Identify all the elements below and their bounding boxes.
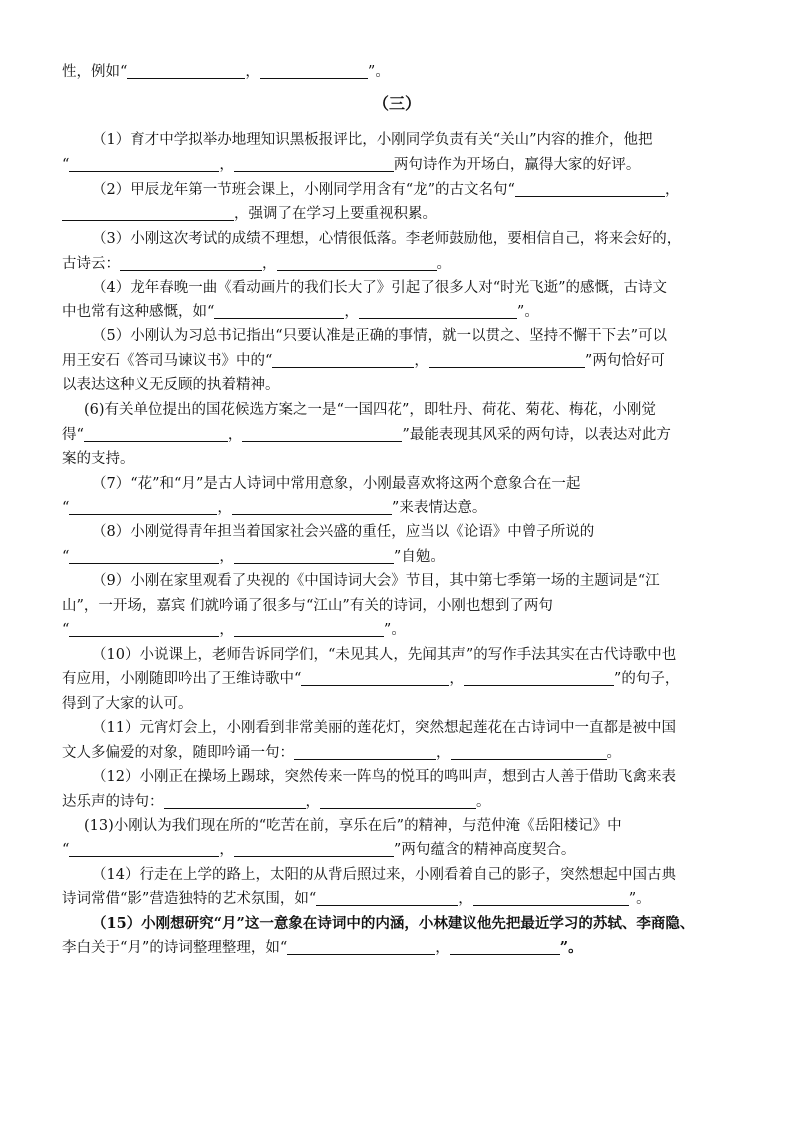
answer-blank[interactable]: [301, 669, 449, 686]
text: ”。: [516, 304, 539, 320]
question-12-line-1: （12）小刚正在操场上踢球，突然传来一阵鸟的悦耳的鸣叫声，想到古人善于借助飞禽来表: [92, 769, 676, 785]
text: ，: [344, 304, 359, 320]
text: ，: [262, 256, 277, 272]
question-15-line-2: [62, 936, 734, 960]
text: ”两句恰好可: [584, 353, 665, 369]
text: 达乐声的诗句：: [62, 794, 164, 810]
text: ，: [435, 940, 450, 956]
question-7-line-2: [62, 496, 734, 520]
answer-blank[interactable]: [316, 889, 458, 906]
question-5-line-1: （5）小刚认为习总书记指出“只要认准是正确的事情，就一以贯之、坚持不懈干下去”可以: [92, 328, 668, 344]
answer-blank[interactable]: [429, 351, 585, 368]
answer-blank[interactable]: [234, 155, 394, 172]
answer-blank[interactable]: [214, 302, 344, 319]
text: ，: [305, 794, 320, 810]
text: ”自勉。: [393, 549, 445, 565]
question-13-line-2: [62, 838, 734, 862]
answer-blank[interactable]: [69, 547, 219, 564]
answer-blank[interactable]: [287, 938, 435, 955]
question-6-line-2: [62, 423, 734, 447]
question-8-line-1: （8）小刚觉得青年担当着国家社会兴盛的重任，应当以《论语》中曾子所说的: [92, 524, 595, 540]
text: 有应用，小刚随即吟出了王维诗歌中“: [62, 671, 302, 687]
text: “: [62, 549, 70, 565]
question-12-line-2: [62, 790, 734, 814]
question-1-line-2: [62, 153, 734, 177]
text: ，: [219, 842, 234, 858]
text: ”。: [559, 939, 583, 956]
question-6-line-1: (6)有关单位提出的国花候选方案之一是“一国四花”，即牡丹、荷花、菊花、梅花，小刚觉: [84, 402, 656, 418]
text: 古诗云：: [62, 256, 120, 272]
answer-blank[interactable]: [320, 792, 476, 809]
text: ”两句蕴含的精神高度契合。: [393, 842, 576, 858]
text: ，: [219, 157, 234, 173]
text: ，强调了在学习上要重视积累。: [234, 206, 437, 222]
question-3-line-1: （3）小刚这次考试的成绩不理想，心情很低落。李老师鼓励他，要相信自己，将来会好的，: [92, 231, 682, 247]
text: ，: [219, 622, 234, 638]
answer-blank[interactable]: [242, 425, 402, 442]
answer-blank[interactable]: [69, 840, 219, 857]
text: “: [62, 842, 70, 858]
text: 。: [436, 256, 451, 272]
answer-blank[interactable]: [127, 62, 245, 79]
intro-line: [62, 60, 734, 84]
text: 李白关于“月”的诗词整理整理，如“: [62, 940, 288, 956]
answer-blank[interactable]: [232, 498, 392, 515]
text: ，: [664, 182, 680, 198]
text: 中也常有这种感慨，如“: [62, 304, 215, 320]
text: ，: [436, 745, 451, 761]
question-4-line-1: （4）龙年春晚一曲《看动画片的我们长大了》引起了很多人对“时光飞逝”的感慨，古诗文: [92, 280, 668, 296]
answer-blank[interactable]: [234, 547, 394, 564]
question-15-line-1: [62, 912, 734, 936]
answer-blank[interactable]: [294, 743, 436, 760]
text: “: [62, 622, 70, 638]
answer-blank[interactable]: [272, 351, 414, 368]
answer-blank[interactable]: [234, 840, 394, 857]
text: ，: [414, 353, 429, 369]
question-11-line-1: （11）元宵灯会上，小刚看到非常美丽的莲花灯，突然想起莲花在古诗词中一直都是被中国: [92, 720, 676, 736]
answer-blank[interactable]: [473, 889, 629, 906]
text: 用王安石《答司马谏议书》中的“: [62, 353, 273, 369]
text: 。: [606, 745, 621, 761]
answer-blank[interactable]: [69, 620, 219, 637]
text: 。: [476, 794, 491, 810]
answer-blank[interactable]: [69, 155, 219, 172]
answer-blank[interactable]: [69, 498, 217, 515]
question-9-line-1: （9）小刚在家里观看了央视的《中国诗词大会》节目，其中第七季第一场的主题词是“江: [92, 573, 660, 589]
text: （15）小刚想研究“月”这一意象在诗词中的内涵，小林建议他先把最近学习的苏轼、李商隐、: [92, 915, 695, 932]
question-5-line-3: 以表达这种义无反顾的执着精神。: [62, 377, 280, 393]
answer-blank[interactable]: [515, 180, 665, 197]
question-2-line-1: [62, 178, 734, 202]
question-14-line-2: [62, 887, 734, 911]
text: ，: [458, 891, 473, 907]
question-9-line-2: 山”，一开场，嘉宾 们就吟诵了很多与“江山”有关的诗词，小刚也想到了两句: [62, 598, 553, 614]
question-7-line-1: （7）“花”和“月”是古人诗词中常用意象，小刚最喜欢将这两个意象合在一起: [92, 476, 581, 492]
text: ”来表情达意。: [391, 500, 487, 516]
text: ，: [219, 549, 234, 565]
text: 诗词常借“影”营造独特的艺术氛围，如“: [62, 891, 317, 907]
answer-blank[interactable]: [234, 620, 384, 637]
section-title: （三）: [372, 94, 421, 113]
text: ”。: [628, 891, 651, 907]
question-10-line-2: [62, 667, 734, 691]
answer-blank[interactable]: [62, 204, 234, 221]
text: ”的句子，: [613, 671, 680, 687]
text: 性，例如“: [62, 64, 128, 80]
text: ，: [245, 64, 260, 80]
text: ”最能表现其风采的两句诗，以表达对此方: [402, 427, 671, 443]
answer-blank[interactable]: [260, 62, 368, 79]
answer-blank[interactable]: [164, 792, 306, 809]
question-9-line-3: [62, 618, 734, 642]
text: ”。: [367, 64, 390, 80]
answer-blank[interactable]: [464, 669, 614, 686]
question-5-line-2: [62, 349, 734, 373]
question-10-line-1: （10）小说课上，老师告诉同学们，“未见其人，先闻其声”的写作手法其实在古代诗歌中也: [92, 647, 677, 663]
answer-blank[interactable]: [277, 254, 437, 271]
answer-blank[interactable]: [359, 302, 517, 319]
text: 得“: [62, 427, 84, 443]
text: （2）甲辰龙年第一节班会课上，小刚同学用含有“龙”的古文名句“: [92, 182, 515, 198]
question-3-line-2: [62, 252, 734, 276]
text: ，: [227, 427, 243, 443]
question-14-line-1: （14）行走在上学的路上，太阳的从背后照过来，小刚看着自己的影子，突然想起中国古典: [92, 867, 676, 883]
text: ，: [449, 671, 464, 687]
question-2-line-2: [62, 202, 734, 226]
question-4-line-2: [62, 300, 734, 324]
question-11-line-2: [62, 741, 734, 765]
question-1-line-1: （1）育才中学拟举办地理知识黑板报评比，小刚同学负责有关“关山”内容的推介，他把: [92, 132, 653, 148]
answer-blank[interactable]: [450, 938, 560, 955]
text: “: [62, 500, 70, 516]
question-10-line-3: 得到了大家的认可。: [62, 696, 193, 712]
answer-blank[interactable]: [84, 425, 228, 442]
question-8-line-2: [62, 545, 734, 569]
text: 文人多偏爱的对象，随即吟诵一句：: [62, 745, 294, 761]
text: ”。: [383, 622, 406, 638]
text: “: [62, 157, 70, 173]
text: 两句诗作为开场白，赢得大家的好评。: [393, 157, 641, 173]
answer-blank[interactable]: [120, 254, 262, 271]
answer-blank[interactable]: [451, 743, 607, 760]
question-6-line-3: 案的支持。: [62, 451, 135, 467]
question-13-line-1: (13)小刚认为我们现在所的“吃苦在前，享乐在后”的精神，与范仲淹《岳阳楼记》中: [84, 818, 622, 834]
text: ，: [217, 500, 232, 516]
